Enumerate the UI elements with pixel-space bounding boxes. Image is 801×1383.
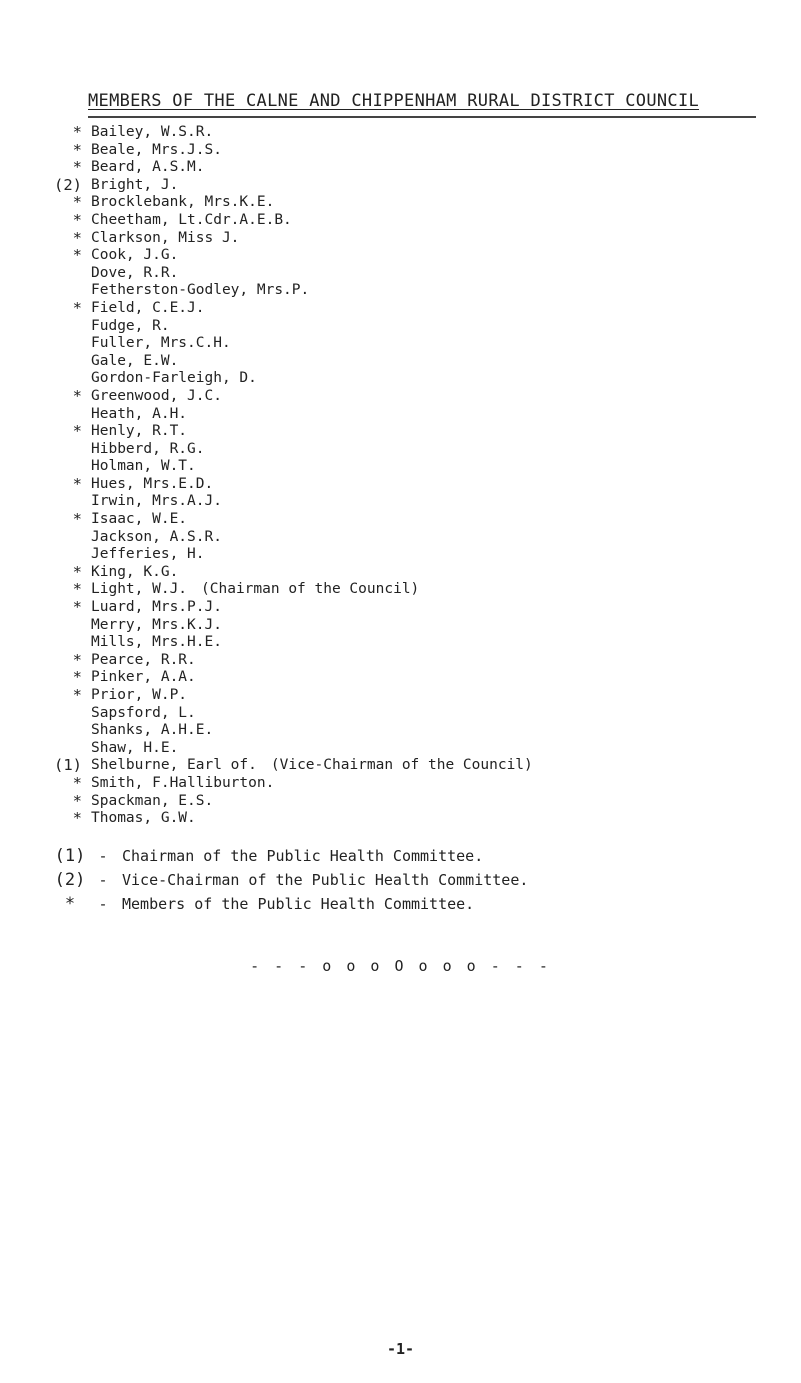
member-marker	[54, 740, 82, 758]
title-rule	[88, 116, 756, 118]
member-name: Hues, Mrs.E.D.	[91, 475, 214, 492]
member-row	[54, 652, 533, 670]
member-name: Sapsford, L.	[91, 704, 196, 721]
member-row	[54, 722, 533, 740]
legend-marker: (2)	[54, 870, 86, 890]
member-row	[54, 705, 533, 723]
member-row	[54, 318, 533, 336]
member-marker	[54, 406, 82, 424]
member-name: Fuller, Mrs.C.H.	[91, 335, 231, 352]
member-row	[54, 212, 533, 230]
member-marker	[54, 493, 82, 511]
member-marker: *	[72, 773, 82, 792]
member-marker	[54, 282, 82, 300]
member-row	[54, 493, 533, 511]
member-marker	[54, 370, 82, 388]
member-marker: (1)	[54, 756, 82, 775]
legend-dash: -	[98, 871, 108, 889]
member-name: Shaw, H.E.	[91, 739, 179, 756]
member-row	[54, 159, 533, 177]
member-row	[54, 388, 533, 406]
member-name: Field, C.E.J.	[91, 299, 205, 316]
member-marker	[54, 617, 82, 635]
member-name: Isaac, W.E.	[91, 511, 188, 528]
member-marker: *	[72, 422, 82, 441]
legend	[52, 844, 528, 916]
member-marker: *	[72, 791, 82, 810]
member-marker: *	[72, 598, 82, 617]
member-marker: *	[72, 809, 82, 828]
legend-marker: *	[64, 894, 76, 914]
member-row	[54, 546, 533, 564]
member-name: Fetherston-Godley, Mrs.P.	[91, 282, 310, 299]
member-name: Prior, W.P.	[91, 687, 188, 703]
member-name: Bailey, W.S.R.	[91, 124, 214, 140]
legend-dash: -	[98, 895, 108, 913]
legend-row	[52, 892, 528, 916]
legend-marker: (1)	[54, 846, 86, 866]
member-row	[54, 740, 533, 758]
member-row	[54, 230, 533, 248]
member-marker	[54, 705, 82, 723]
member-name: Cheetham, Lt.Cdr.A.E.B.	[91, 211, 292, 228]
member-row	[54, 581, 533, 599]
legend-row	[52, 868, 528, 892]
member-marker: *	[72, 474, 82, 493]
member-name: Merry, Mrs.K.J.	[91, 616, 222, 633]
member-row	[54, 370, 533, 388]
member-row	[54, 634, 533, 652]
member-name: Jackson, A.S.R.	[91, 528, 222, 545]
member-name: Greenwood, J.C.	[91, 387, 222, 404]
member-name: Fudge, R.	[91, 317, 170, 334]
member-marker: *	[72, 210, 82, 229]
member-marker	[54, 335, 82, 353]
legend-text: Members of the Public Health Committee.	[122, 895, 475, 913]
member-row	[54, 353, 533, 371]
member-name: Mills, Mrs.H.E.	[91, 634, 222, 651]
member-row	[54, 669, 533, 687]
member-marker: *	[72, 193, 82, 212]
member-row	[54, 177, 533, 195]
member-marker: *	[72, 386, 82, 405]
member-row	[54, 458, 533, 476]
member-row	[54, 423, 533, 441]
member-name: Clarkson, Miss J.	[91, 229, 240, 246]
member-marker: *	[72, 580, 82, 599]
member-row	[54, 335, 533, 353]
member-marker: *	[72, 650, 82, 669]
member-name: Beard, A.S.M.	[91, 159, 205, 176]
member-name: Gordon-Farleigh, D.	[91, 370, 257, 387]
member-role: (Chairman of the Council)	[201, 581, 420, 598]
member-marker: *	[72, 562, 82, 581]
member-row	[54, 617, 533, 635]
member-row	[54, 265, 533, 283]
member-role: (Vice-Chairman of the Council)	[270, 757, 533, 774]
page-number: -1-	[386, 1340, 415, 1358]
member-row	[54, 300, 533, 318]
member-name: Henly, R.T.	[91, 423, 188, 440]
member-name: Pinker, A.A.	[91, 669, 196, 686]
member-marker	[54, 529, 82, 547]
legend-dash: -	[98, 847, 108, 865]
legend-text: Vice-Chairman of the Public Health Committee.	[122, 871, 529, 889]
member-row	[54, 687, 533, 705]
member-name: Pearce, R.R.	[91, 651, 196, 668]
member-name: Light, W.J.	[91, 581, 188, 598]
member-marker: *	[72, 298, 82, 317]
member-marker	[54, 634, 82, 652]
member-marker	[54, 353, 82, 371]
member-marker: (2)	[54, 175, 82, 194]
member-row	[54, 441, 533, 459]
member-marker: *	[72, 668, 82, 687]
document-title: MEMBERS OF THE CALNE AND CHIPPENHAM RURAL DISTRICT COUNCIL	[88, 91, 700, 111]
member-name: Heath, A.H.	[91, 405, 188, 422]
member-row	[54, 142, 533, 160]
member-name: Cook, J.G.	[91, 247, 179, 264]
member-marker: *	[72, 686, 82, 704]
member-row	[54, 124, 533, 142]
member-row	[54, 406, 533, 424]
member-list	[54, 124, 533, 828]
member-name: Beale, Mrs.J.S.	[91, 141, 222, 158]
member-name: King, K.G.	[91, 563, 179, 580]
legend-row	[52, 844, 528, 868]
member-marker	[54, 546, 82, 564]
member-row	[54, 247, 533, 265]
member-marker	[54, 318, 82, 336]
member-name: Thomas, G.W.	[91, 810, 196, 827]
member-row	[54, 757, 533, 775]
member-row	[54, 529, 533, 547]
member-name: Brocklebank, Mrs.K.E.	[91, 194, 275, 211]
member-row	[54, 282, 533, 300]
member-row	[54, 564, 533, 582]
member-row	[54, 194, 533, 212]
member-marker: *	[72, 246, 82, 265]
member-row	[54, 599, 533, 617]
member-name: Holman, W.T.	[91, 458, 196, 475]
member-name: Jefferies, H.	[91, 546, 205, 563]
member-marker: *	[72, 228, 82, 247]
member-name: Luard, Mrs.P.J.	[91, 599, 222, 616]
member-row	[54, 476, 533, 494]
member-name: Gale, E.W.	[91, 352, 179, 369]
member-marker	[54, 458, 82, 476]
member-name: Irwin, Mrs.A.J.	[91, 493, 222, 510]
member-marker: *	[72, 510, 82, 529]
legend-text: Chairman of the Public Health Committee.	[122, 847, 484, 865]
member-name: Bright, J.	[91, 176, 179, 193]
member-marker: *	[72, 123, 82, 141]
member-row	[54, 793, 533, 811]
member-name: Dove, R.R.	[91, 264, 179, 281]
member-row	[54, 775, 533, 793]
member-name: Shanks, A.H.E.	[91, 722, 214, 739]
member-marker	[54, 265, 82, 283]
member-marker	[54, 722, 82, 740]
member-name: Spackman, E.S.	[91, 792, 214, 809]
member-name: Smith, F.Halliburton.	[91, 774, 275, 791]
section-ornament: - - - o o o O o o o - - -	[250, 957, 551, 975]
member-marker	[54, 441, 82, 459]
member-marker: *	[72, 140, 82, 159]
member-name: Hibberd, R.G.	[91, 440, 205, 457]
member-row	[54, 511, 533, 529]
member-row	[54, 810, 533, 828]
member-name: Shelburne, Earl of.	[91, 757, 257, 774]
member-marker: *	[72, 158, 82, 177]
